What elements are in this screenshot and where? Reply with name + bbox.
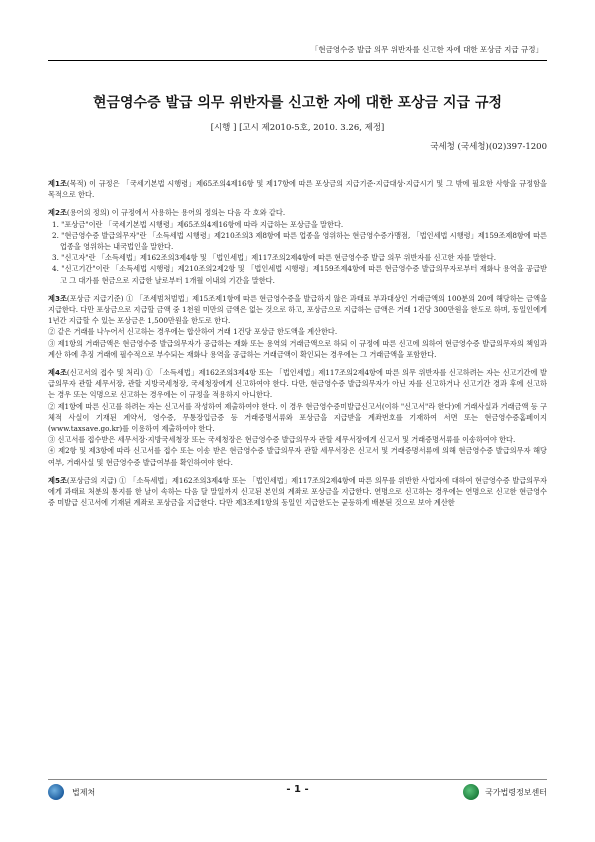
footer-right-label: 국가법령정보센터 xyxy=(485,787,547,797)
article-1 xyxy=(48,178,547,200)
article-text: (목적) 이 규정은 「국세기본법 시행령」제65조의4제16항 및 제17항에 따른 포상금의 지급기준·지급대상·지급시기 및 그 밖에 필요한 사항을 규정함을 목적으로 한다. xyxy=(48,179,547,200)
running-header: 「현금영수증 발급 의무 위반자를 신고한 자에 대한 포상금 지급 규정」 xyxy=(310,45,543,54)
page-number: - 1 - xyxy=(286,784,309,795)
paragraph: ② 제1항에 따른 신고를 하려는 자는 신고서를 작성하여 제출하여야 한다. 이 경우 현금영수증미발급신고서(이하 "신고서"라 한다)에 거래사실과 거래금액 등 구체적 사실이 기재된 계약서, 영수증, 무통장입금증 등 거래증명서류와 포상금을 지급받을 계좌번호를 기재하여 서면 또는 현금영수증홈페이지(www.taxsave.go.kr)를 이용하여 제출하여야 한다. xyxy=(48,401,547,434)
paragraph: ③ 신고서를 접수받은 세무서장·지방국세청장 또는 국세청장은 현금영수증 발급의무자 관할 세무서장에게 신고서 및 거래증명서류를 이송하여야 한다. xyxy=(48,435,516,445)
footer-right xyxy=(463,784,547,800)
article-heading: 제3조 xyxy=(48,293,67,303)
document-title: 현금영수증 발급 의무 위반자를 신고한 자에 대한 포상금 지급 규정 xyxy=(92,95,502,111)
article-text: (신고서의 접수 및 처리) ① 「소득세법」제162조의3제4항 또는 「법인세법」제117조의2제4항에 따른 의무 위반자를 신고하려는 자는 신고기간에 발급의무자 관할 세무서장, 관할 지방국세청장, 국세청장에게 신고하여야 한다. 다만, 현금영수증 발급의무자가 아닌 자를 신고하거나 신고기간 경과 후에 신고하는 경우 또는 익명으로 신고하는 경우에는 이 규정을 적용하지 아니한다. xyxy=(48,368,547,400)
article-4 xyxy=(48,367,547,468)
article-5 xyxy=(48,475,547,509)
list-item: 2. "현금영수증 발급의무자"란 「소득세법 시행령」제210조의3 제8항에 따른 업종을 영위하는 현금영수증가맹점, 「법인세법 시행령」제159조제8항에 따른 업종을 영위하는 내국법인을 말한다. xyxy=(52,230,547,252)
list-item: 3. "신고자"란 「소득세법」제162조의3제4항 및 「법인세법」제117조의2제4항에 따른 현금영수증 발급 의무 위반자를 신고한 자를 말한다. xyxy=(52,253,496,263)
law-center-logo-icon xyxy=(463,784,479,800)
article-heading: 제2조 xyxy=(48,208,67,218)
paragraph: ④ 제2항 및 제3항에 따라 신고서를 접수 또는 이송 받은 현금영수증 발급의무자 관할 세무서장은 신고서 및 거래증명서류에 의해 현금영수증 발급의무자 해당 여부, 거래사실 및 현금영수증 발급여부를 확인하여야 한다. xyxy=(48,446,547,467)
list-item: 4. "신고기간"이란 「소득세법 시행령」제210조의2제2항 및 「법인세법 시행령」제159조제4항에 따른 현금영수증 발급의무자로부터 재화나 용역을 공급받고 그 대가를 현금으로 지급한 날로부터 1개월 이내의 기간을 말한다. xyxy=(52,264,547,285)
article-heading: 제1조 xyxy=(48,179,67,188)
header-divider xyxy=(48,60,547,61)
footer-left-label: 법제처 xyxy=(72,787,96,797)
agency-contact: 국세청 (국세청)(02)397-1200 xyxy=(430,142,547,152)
paragraph: ③ 제1항의 거래금액은 현금영수증 발급의무자가 공급하는 재화 또는 용역의 거래금액으로 하되 이 규정에 따른 신고에 의하여 현금영수증 발급의무자의 책임과 계산 하에 추징 거래에 필수적으로 부수되는 재화나 용역을 공급하는 거래금액이 확인되는 경우에는 그 거래금액을 포함한다. xyxy=(48,338,547,359)
article-heading: 제4조 xyxy=(48,368,67,378)
enactment-info: [시행 ] [고시 제2010-5호, 2010. 3.26, 제정] xyxy=(210,123,385,133)
list-item: 1. "포상금"이란 「국세기본법 시행령」제65조의4제16항에 따라 지급하는 포상금을 말한다. xyxy=(52,219,344,229)
article-text: (포상금 지급기준) ① 「조세범처벌법」제15조제1항에 따른 현금영수증을 발급하지 않은 과태료 부과대상인 거래금액의 100분의 20에 해당하는 금액을 지급한다. 다만 포상금으로 지급할 금액 중 1천원 미만의 금액은 없는 것으로 하고, 포상금으로 지급하는 금액은 거래 1건당 300만원을 한도로 하며, 동일인에게 1년간 지급할 수 있는 포상금은 1,500만원을 한도로 한다. xyxy=(48,293,547,326)
article-text: (포상금의 지급) ① 「소득세법」제162조의3제4항 또는 「법인세법」제117조의2제4항에 따른 의무를 위반한 사업자에 대하여 현금영수증 발급의무자에게 과태료 처분의 통지를 한 날이 속하는 다음 달 말일까지 신고된 본인의 계좌로 포상금을 지급한다. 연명으로 신고하는 경우에는 연명으로 신고한 현금영수증 미발급 신고서에 기재된 계좌로 포상금을 지급한다. 다만 제3조제1항의 동일인 지급한도는 균등하게 배분된 것으로 보아 계산한 xyxy=(48,475,547,508)
document-body xyxy=(48,178,547,515)
article-2 xyxy=(48,207,547,285)
article-3 xyxy=(48,293,547,360)
paragraph: ② 같은 거래를 나누어서 신고하는 경우에는 합산하여 거래 1건당 포상금 한도액을 계산한다. xyxy=(48,327,338,337)
article-heading: 제5조 xyxy=(48,475,67,485)
article-text: (용어의 정의) 이 규정에서 사용하는 용어의 정의는 다음 각 호와 같다. xyxy=(66,208,286,218)
footer-divider xyxy=(48,779,547,780)
